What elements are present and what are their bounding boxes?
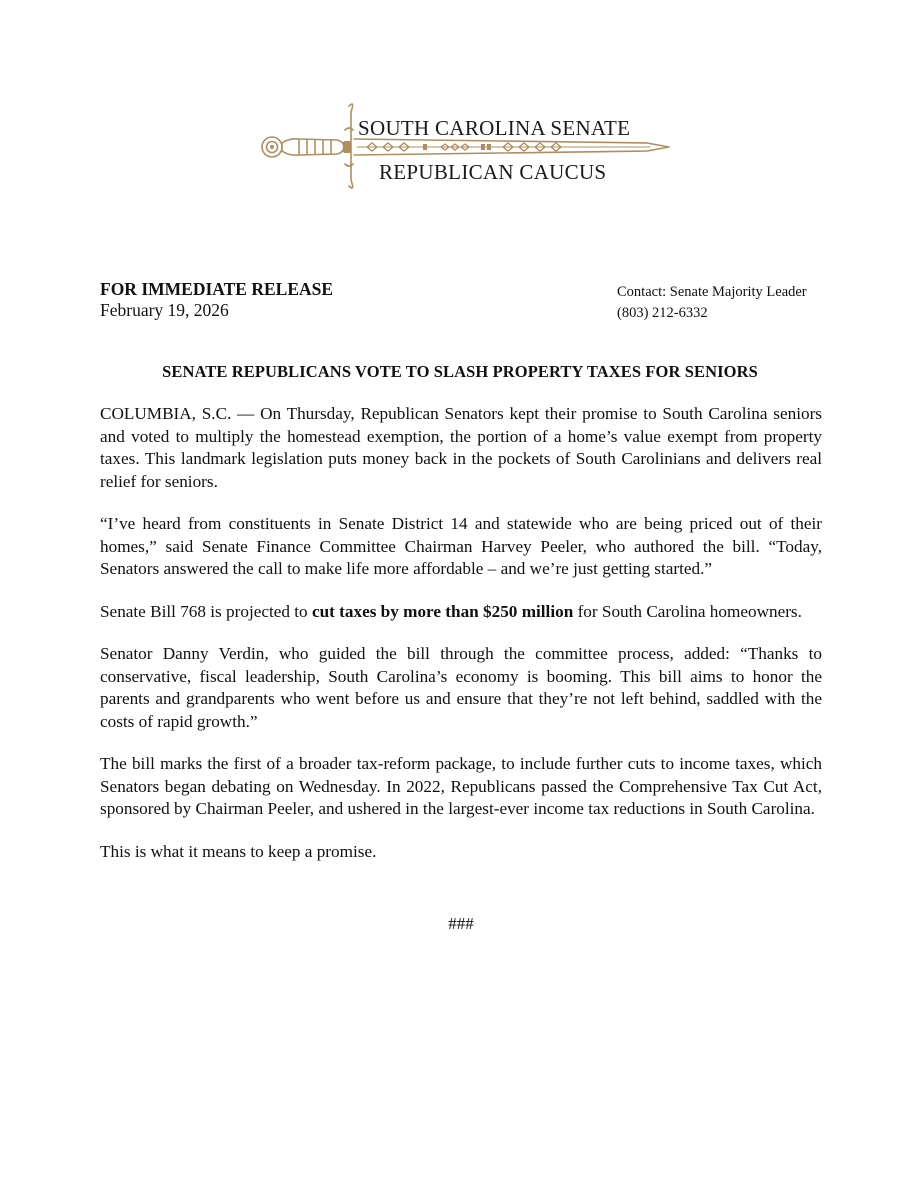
- page-title: SENATE REPUBLICANS VOTE TO SLASH PROPERTY TAXES FOR SENIORS: [162, 362, 758, 381]
- release-body: [100, 403, 822, 883]
- end-mark: ###: [448, 914, 474, 933]
- paragraph-tax-reform: The bill marks the first of a broader tax-reform package, to include further cuts to income taxes, which Senators began debating on Wednesday. In 2022, Republicans passed the Comprehensive Tax Cut Act, sponsored by Chairman Peeler, and ushered in the largest-ever income tax reductions in South Carolina.: [100, 754, 822, 818]
- paragraph-intro: COLUMBIA, S.C. — On Thursday, Republican Senators kept their promise to South Carolina seniors and voted to multiply the homestead exemption, the portion of a home’s value exempt from property taxes. This landmark legislation puts money back in the pockets of South Carolinians and delivers real relief for seniors.: [100, 404, 822, 491]
- paragraph-closing: This is what it means to keep a promise.: [100, 841, 377, 861]
- logo-title-line2: REPUBLICAN CAUCUS: [379, 160, 607, 184]
- paragraph-peeler-quote: “I’ve heard from constituents in Senate District 14 and statewide who are being priced out of their homes,” said Senate Finance Committee Chairman Harvey Peeler, who authored the bill. “Today, Senators answered the call to make life more affordable – and we’re just getting started.”: [100, 514, 822, 578]
- contact-block: [617, 282, 807, 324]
- bill-text-after: for South Carolina homeowners.: [573, 601, 802, 621]
- release-block: [100, 279, 333, 321]
- paragraph-bill-768: [100, 601, 822, 624]
- bill-text-highlight: cut taxes by more than $250 million: [311, 601, 574, 621]
- paragraph-verdin-quote: Senator Danny Verdin, who guided the bill through the committee process, added: “Thanks to conservative, fiscal leadership, South Carolina’s economy is booming. This bill aims to honor the parents and grandparents who went before us and ensure that they’re not left behind, saddled with the costs of rapid growth.”: [100, 644, 822, 731]
- bill-text-before: Senate Bill 768 is projected to: [100, 601, 312, 621]
- release-date: February 19, 2026: [100, 300, 229, 320]
- logo-title-line1: SOUTH CAROLINA SENATE: [358, 116, 631, 140]
- contact-phone: (803) 212-6332: [617, 305, 708, 321]
- contact-name: Contact: Senate Majority Leader: [617, 284, 807, 300]
- caucus-logo: [255, 96, 675, 196]
- release-label: FOR IMMEDIATE RELEASE: [100, 279, 334, 299]
